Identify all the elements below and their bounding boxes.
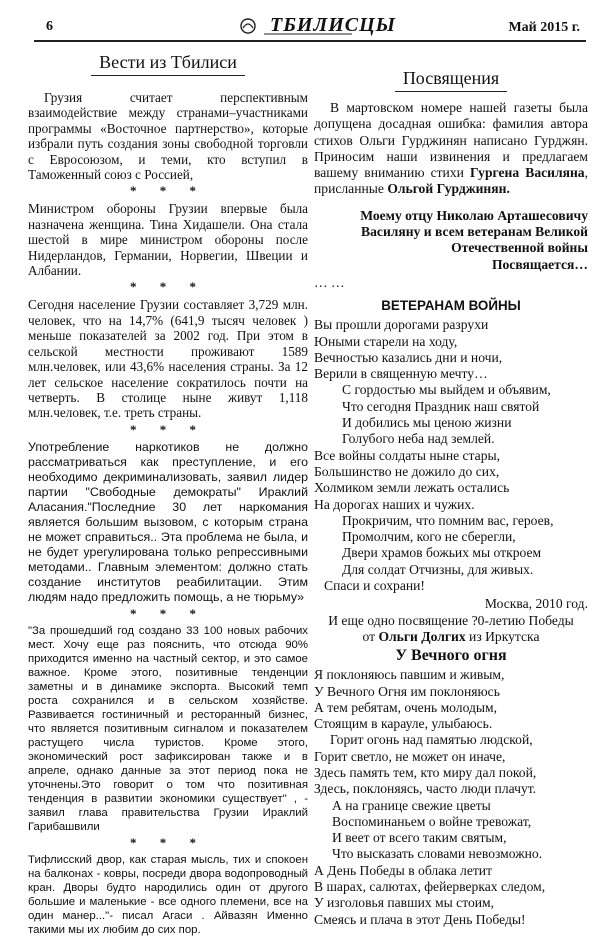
left-column	[28, 48, 308, 937]
poem-line: Все войны солдаты ныне стары,	[314, 447, 501, 463]
poem-line: Для солдат Отчизны, для живых.	[342, 561, 534, 577]
stanza-3	[314, 798, 588, 863]
ellipsis-separator: … …	[314, 274, 345, 290]
page-header	[34, 16, 586, 38]
dedication-closing: Посвящается…	[491, 256, 588, 272]
poem-line: Голубого неба над землей.	[342, 431, 495, 447]
masthead-title: ТБИЛИСЦЫ	[270, 14, 397, 36]
section-title-news: Вести из Тбилиси	[28, 52, 308, 76]
poem-eternal-flame	[314, 667, 588, 928]
poem-title-veterans: ВЕТЕРАНАМ ВОЙНЫ	[381, 298, 521, 314]
poem-line: Двери храмов божьих мы откроем	[342, 545, 542, 561]
section-title-dedications: Посвящения	[314, 68, 588, 92]
news-paragraph-partnership: Грузия считает перспективным взаимодействие между странами–участниками программы «Восточное партнерство», которые избрали путь создания зоны свободной торговли с Евросоюзом, и теми, кто вступил в Таможенный союз с Россией,	[28, 90, 308, 183]
separator-stars: * * *	[130, 605, 206, 621]
poem-line: Что сегодня Праздник наш святой	[342, 398, 540, 414]
stanza-4	[314, 863, 588, 928]
separator-stars: * * *	[130, 183, 206, 199]
poem-line: Вечностью казались дни и ночи,	[314, 349, 503, 365]
stanza-4	[314, 513, 588, 578]
poem-line: Я поклоняюсь павшим и живым,	[314, 667, 505, 683]
poem-line: Вы прошли дорогами разрухи	[314, 317, 489, 333]
poem-line: А День Победы в облака летит	[314, 862, 493, 878]
stanza-1	[314, 317, 588, 382]
poem-title-eternal-flame: У Вечного огня	[395, 647, 507, 665]
poem-veterans	[314, 317, 588, 612]
news-paragraph-economy: "За прошедший год создано 33 100 новых рабочих мест. Хочу еще раз пояснить, что отсюда 90% приходится именно на частный сектор, и это самое важное. Кроме этого, позитивные тенденции заметны и в динамике экспорта. Высокий темп роста сохранился и в сельском хозяйстве. Развивается гостиничный и ресторанный бизнес, что является позитивным сигналом и показателем растущего числа туристов. Кроме этого, экономический рост зафиксирован также и в апреле, однако данные за этот период пока не уточнены.Это говорит о том что позитивная тенденция в развитии экономики существует" , - заявил глава правительства Грузии Ираклий Гарибашвили	[28, 624, 308, 833]
poem-line: У Вечного Огня им поклоняюсь	[314, 683, 500, 699]
poem-line: Здесь, поклоняясь, часто люди плачут.	[314, 781, 537, 797]
news-paragraph-population: Сегодня население Грузии составляет 3,729 млн. человек, что на 14,7% (641,9 тысяч человек ) меньше показателей за 2002 год. При этом в сельской местности проживают 1589 млн.человек, или 43,6% населения страны. За 12 лет сельское население сократилось почти на четверть. В столице ныне живут 1,118 млн.человек, т.е. треть страны.	[28, 297, 308, 421]
header-rule	[34, 40, 586, 42]
poem-line: Что высказать словами невозможно.	[332, 846, 543, 862]
poem-line: Прокричим, что помним вас, героев,	[342, 512, 554, 528]
separator-stars: * * *	[130, 279, 206, 295]
dedication-text: Моему отцу Николаю Арташесовичу Василяну и всем ветеранам Великой Отечественной войны	[360, 207, 588, 256]
right-column	[314, 48, 588, 928]
poem-line: Здесь память тем, кто миру дал покой,	[314, 764, 537, 780]
poem-line: У изголовья павших мы стоим,	[314, 895, 495, 911]
poem-place-date: Москва, 2010 год.	[484, 596, 588, 612]
stanza-3	[314, 448, 588, 513]
poem-line: Горит светло, не может он иначе,	[314, 748, 506, 764]
news-paragraph-drugs: Употребление наркотиков не должно рассматриваться как преступление, и его необходимо декриминализовать, заявил лидер партии "Свободные демократы" Ираклий Аласания."Последние 30 лет наркомания является большим вызовом, с которым страна не может справиться.. Эта проблема не была, и не будет урегулирована только репрессивными методами.. Главным элементом: должно стать создание институтов реабилитации. Этим людям надо предложить помощь, а не тюрьму»	[28, 439, 308, 604]
stanza-1	[314, 667, 588, 732]
poem-line: Большинство не дожило до сих,	[314, 463, 500, 479]
poem-line: Горит огонь над памятью людской,	[330, 732, 533, 748]
poem-line: А на границе свежие цветы	[332, 797, 491, 813]
poem-line: Промолчим, кого не сберегли,	[342, 529, 516, 545]
poem-line: Холмиком земли лежать остались	[314, 480, 510, 496]
poem-line: На дорогах наших и чужих.	[314, 496, 475, 512]
news-paragraph-defense: Министром обороны Грузии впервые была назначена женщина. Тина Хидашели. Она стала шестой в мире министром обороны после Нидерландов, Германии, Норвегии, Швеции и Албании.	[28, 201, 308, 279]
stanza-2	[314, 382, 588, 447]
poem-line: В шарах, салютах, фейерверках следом,	[314, 879, 546, 895]
second-dedication-intro: И еще одно посвящение ?0-летию Победы	[328, 612, 574, 628]
separator-stars: * * *	[130, 834, 206, 850]
stanza-2	[314, 732, 588, 797]
poem-line: Верили в священную мечту…	[314, 366, 488, 382]
poem-line: Стоящим в карауле, улыбаюсь.	[314, 716, 493, 732]
correction-note: В мартовском номере нашей газеты была допущена досадная ошибка: фамилия автора стихов Ольги Гурджинян написано Гурджян. Приносим наши извинения и предлагаем вашему вниманию стихи Гургена Василяна, присланные Ольгой Гурджинян.	[314, 100, 589, 197]
poem-line: И добились мы ценою жизни	[342, 415, 512, 431]
poem-line: Смеясь и плача в этот День Победы!	[314, 911, 526, 927]
news-paragraph-courtyard: Тифлисский двор, как старая мысль, тих и спокоен на балконах - ковры, посреди двора водопроводный кран. Дворы будто народились один от другого большие и маленькие - все одного племени, все на один манер..."- писал Агаси . Айвазян Именно такими мы их любим до сих пор.	[28, 853, 308, 936]
poem-line: И веет от всего таким святым,	[332, 830, 507, 846]
separator-stars: * * *	[130, 421, 206, 437]
issue-date: Май 2015 г.	[508, 20, 580, 35]
poem-closing-line: Спаси и сохрани!	[324, 578, 425, 594]
poem-line: С гордостью мы выйдем и объявим,	[342, 382, 551, 398]
poem-line: А тем ребятам, очень молодым,	[314, 699, 498, 715]
page-number: 6	[46, 19, 53, 34]
second-dedication-author: от Ольги Долгих из Иркутска	[362, 628, 540, 644]
poem-line: Юными старели на ходу,	[314, 333, 458, 349]
poem-line: Воспоминаньем о войне тревожат,	[332, 813, 532, 829]
